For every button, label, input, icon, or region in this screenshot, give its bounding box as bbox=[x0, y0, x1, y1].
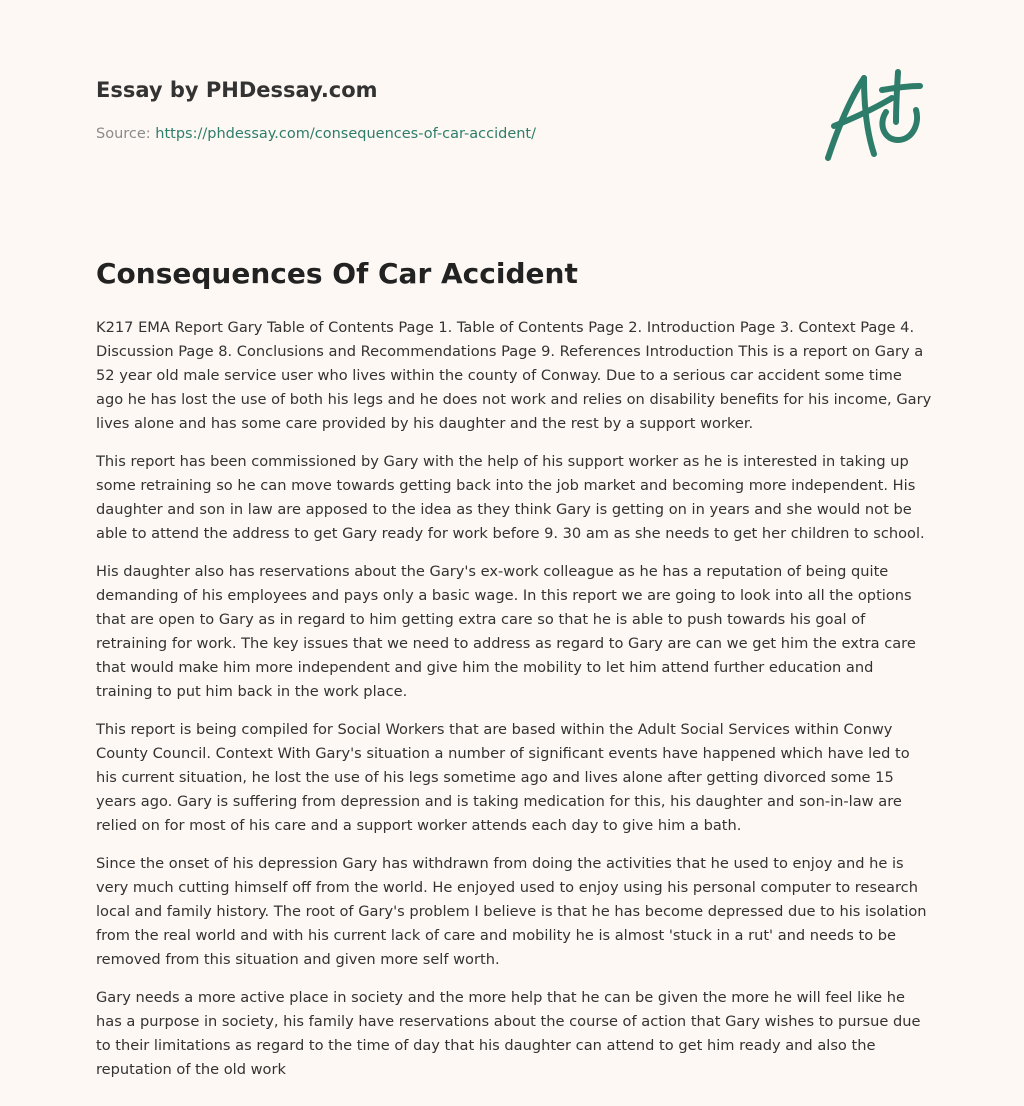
essay-paragraph: This report has been commissioned by Gary with the help of his support worker as he is interested in taking up some retraining so he can move towards getting back into the job market and becoming more independent. His daughter and son in law are apposed to the idea as they think Gary is getting on in years and she would not be able to attend the address to get Gary ready for work before 9. 30 am as she needs to get her children to school. bbox=[96, 453, 925, 542]
essay-content bbox=[96, 254, 932, 1096]
site-brand: Essay by PHDessay.com bbox=[96, 78, 378, 102]
source-line bbox=[96, 124, 796, 144]
essay-paragraph: His daughter also has reservations about the Gary's ex-work colleague as he has a reputation of being quite demanding of his employees and pays only a basic wage. In this report we are going to look into all the options that are open to Gary as in regard to him getting extra care so that he is able to push towards his goal of retraining for work. The key issues that we need to address as regard to Gary are can we get him the extra care that would make him more independent and give him the mobility to let him attend further education and training to put him back in the work place. bbox=[96, 563, 916, 700]
essay-title: Consequences Of Car Accident bbox=[96, 257, 578, 290]
essay-paragraph: This report is being compiled for Social Workers that are based within the Adult Social Services within Conwy County Council. Context With Gary's situation a number of significant events have happened which have led to his current situation, he lost the use of his legs sometime ago and lives alone after getting divorced some 15 years ago. Gary is suffering from depression and is taking medication for this, his daughter and son-in-law are relied on for most of his care and a support worker attends each day to give him a bath. bbox=[96, 721, 910, 834]
essay-paragraph: K217 EMA Report Gary Table of Contents Page 1. Table of Contents Page 2. Introduction Page 3. Context Page 4. Discussion Page 8. Conclusions and Recommendations Page 9. References Introduction This is a report on Gary a 52 year old male service user who lives within the county of Conway. Due to a serious car accident some time ago he has lost the use of both his legs and he does not work and relies on disability benefits for his income, Gary lives alone and has some care provided by his daughter and the rest by a support worker. bbox=[96, 319, 932, 432]
essay-paragraph: Gary needs a more active place in society and the more help that he can be given the more he will feel like he has a purpose in society, his family have reservations about the course of action that Gary wishes to pursue due to their limitations as regard to the time of day that his daughter can attend to get him ready and also the reputation of the old work bbox=[96, 989, 921, 1078]
source-label: Source: bbox=[96, 126, 151, 142]
essay-paragraph: Since the onset of his depression Gary has withdrawn from doing the activities that he used to enjoy and he is very much cutting himself off from the world. He enjoyed used to enjoy using his personal computer to research local and family history. The root of Gary's problem I believe is that he has become depressed due to his isolation from the real world and with his current lack of care and mobility he is almost 'stuck in a rut' and needs to be removed from this situation and given more self worth. bbox=[96, 855, 927, 968]
page-header bbox=[96, 74, 796, 144]
a-plus-grade-icon bbox=[820, 68, 928, 164]
source-link[interactable]: https://phdessay.com/consequences-of-car-accident/ bbox=[155, 126, 537, 142]
